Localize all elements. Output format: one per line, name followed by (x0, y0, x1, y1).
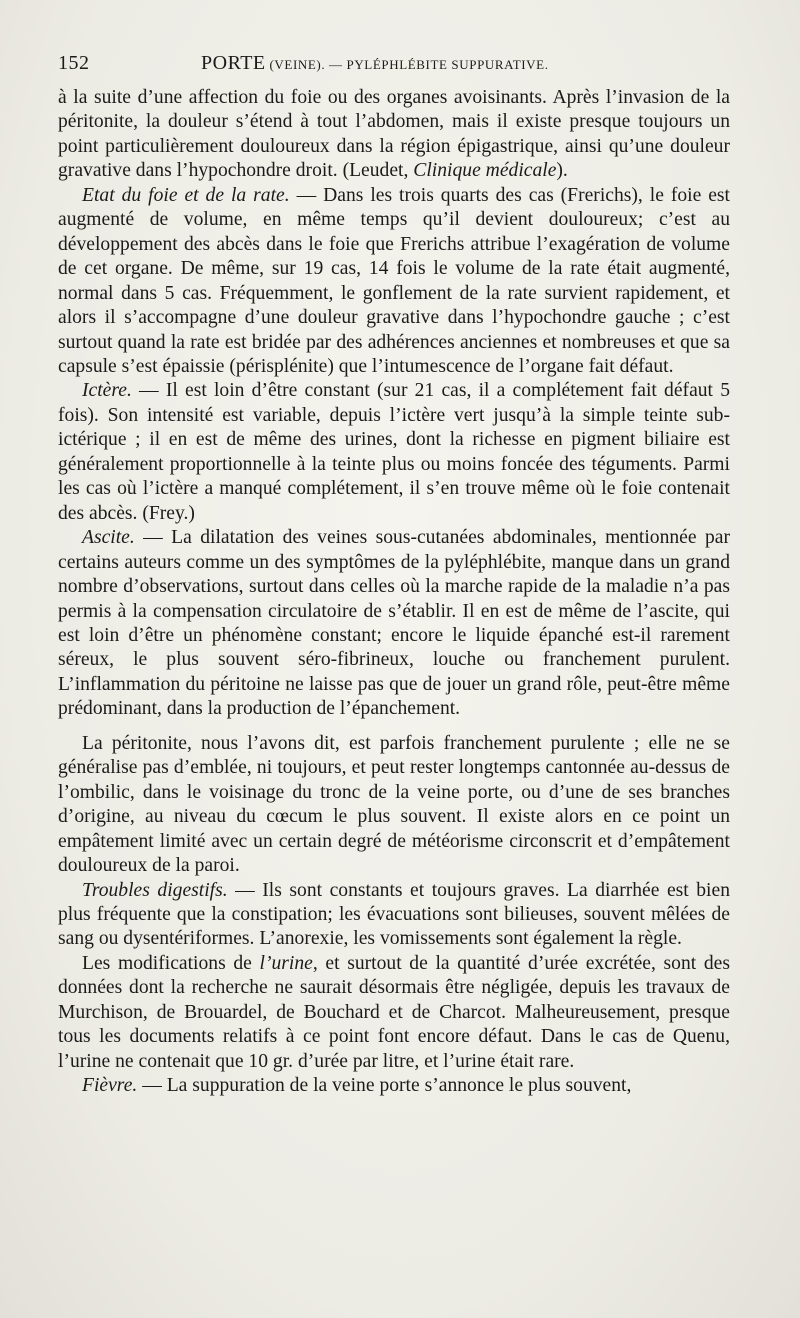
paragraph-icterus: Ictère. — Il est loin d’être constant (sur 21 cas, il a complétement fait défaut 5 fois). Son intensité est variable, depuis l’ictère vert jusqu’à la simple teinte sub-ictérique ; il en est de même des urines, dont la richesse en pigment biliaire est généralement proportionnelle à la teinte plus ou moins foncée des téguments. Parmi les cas où l’ictère a manqué complétement, il s’en trouve même où le foie contenait des abcès. (Frey.) (58, 380, 730, 524)
running-title-main: PORTE (201, 52, 266, 74)
paragraph-ascites: Ascite. — La dilatation des veines sous-cutanées abdominales, mentionnée par certains auteurs comme un des symptômes de la pyléphlébite, manque dans un grand nombre d’observations, surtout dans celles où la marche rapide de la maladie n’a pas permis à la compensation circulatoire de s’établir. Il en est de même de l’ascite, qui est loin d’être un phénomène constant; encore le liquide épanché est-il rarement séreux, le plus souvent séro-fibrineux, louche ou franchement purulent. L’inflammation du péritoine ne laisse pas que de jouer un grand rôle, peut-être même prédominant, dans la production de l’épanchement. (58, 527, 730, 720)
paragraph-digestive: Troubles digestifs. — Ils sont constants et toujours graves. La diarrhée est bien plus fréquente que la constipation; les évacuations sont bilieuses, souvent mêlées de sang ou dysentériformes. L’anorexie, les vomissements sont également la règle. (58, 879, 730, 950)
section-heading-fever: Fièvre. (82, 1075, 138, 1097)
citation-title: Clinique médicale (413, 160, 557, 182)
body-text (58, 86, 730, 1099)
section-heading-liver-spleen: Etat du foie et de la rate. (82, 184, 290, 206)
paragraph-urine: Les modifications de l’urine, et surtout de la quantité d’urée excrétée, sont des données dont la recherche ne saurait désormais être négligée, depuis les travaux de Murchison, de Brouardel, de Bouchard et de Charcot. Malheureusement, presque tous les documents relatifs à ce point font encore défaut. Dans le cas de Quenu, l’urine ne contenait que 10 gr. d’urée par litre, et l’urine était rare. (58, 952, 730, 1072)
paragraph-liver-spleen: Etat du foie et de la rate. — Dans les trois quarts des cas (Frerichs), le foie est augmenté de volume, en même temps qu’il devient douloureux; c’est au développement des abcès dans le foie que Frerichs attribue l’exagération de volume de cet organe. De même, sur 19 cas, 14 fois le volume de la rate était augmenté, normal dans 5 cas. Fréquemment, le gonflement de la rate survient rapidement, et alors il s’accompagne d’une douleur gravative dans l’hypochondre gauche ; c’est surtout quand la rate est bridée par des adhérences anciennes et nombreuses et que sa capsule s’est épaissie (périsplénite) que l’intumescence de l’organe fait défaut. (58, 184, 730, 377)
paragraph-abdomen-pain: à la suite d’une affection du foie ou des organes avoisinants. Après l’invasion de la péritonite, la douleur s’étend à tout l’abdomen, mais il existe presque toujours un point particulièrement douloureux dans la région épigastrique, ainsi qu’une douleur gravative dans l’hypochondre droit. (Leudet, Clinique médicale). (58, 87, 730, 182)
paragraph-fever: Fièvre. — La suppuration de la veine porte s’annonce le plus souvent, (82, 1075, 632, 1097)
paragraph-peritonitis: La péritonite, nous l’avons dit, est parfois franchement purulente ; elle ne se généralise pas d’emblée, ni toujours, et peut rester longtemps cantonnée au-dessus de l’ombilic, dans le voisinage du tronc de la veine porte, ou d’une de ses branches d’origine, au niveau du cœcum le plus souvent. Il existe alors en ce point un empâtement limité avec un certain degré de météorisme circonscrit et d’empâtement douloureux de la paroi. (58, 732, 730, 877)
urine-term: l’urine (259, 952, 313, 974)
section-heading-digestive: Troubles digestifs. (82, 879, 228, 901)
page-number: 152 (58, 52, 90, 74)
section-heading-icterus: Ictère. (82, 380, 132, 402)
section-heading-ascites: Ascite. (82, 527, 135, 549)
running-title (201, 52, 549, 75)
running-header (58, 52, 730, 82)
running-title-rest: (VEINE). — PYLÉPHLÉBITE SUPPURATIVE. (265, 57, 549, 72)
